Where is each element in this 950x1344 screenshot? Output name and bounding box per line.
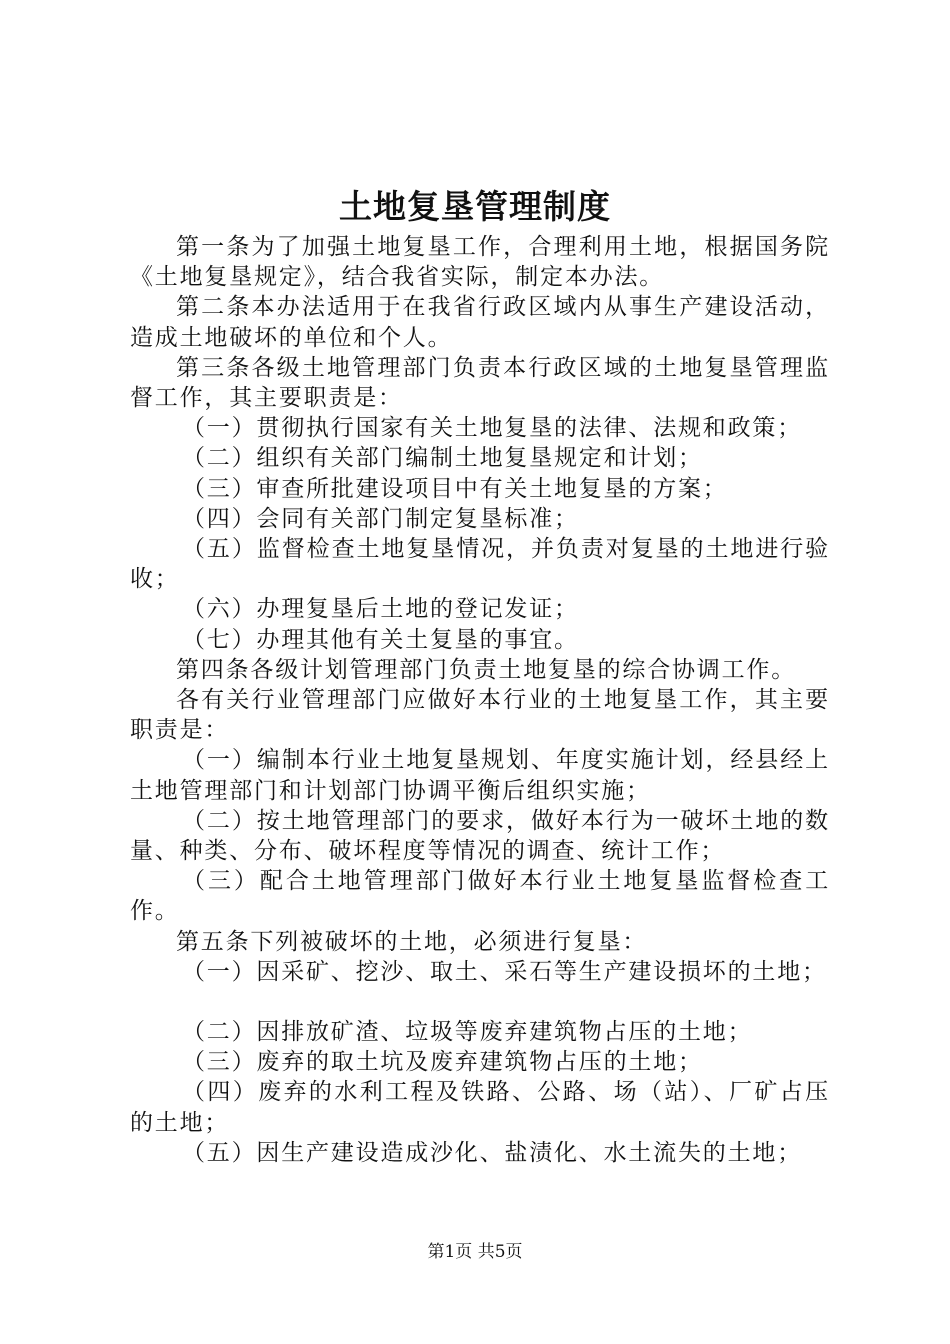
- article-5: 第五条下列被破坏的土地，必须进行复垦：: [176, 928, 648, 955]
- article-5-item-5: （五）因生产建设造成沙化、盐渍化、水土流失的土地；: [182, 1139, 802, 1166]
- page-footer: 第1页 共5页: [427, 1242, 523, 1262]
- article-5-item-4: （四）废弃的水利工程及铁路、公路、场（站）、厂矿占压的土地；: [130, 1079, 830, 1136]
- article-1: 第一条为了加强土地复垦工作，合理利用土地，根据国务院《土地复垦规定》，结合我省实际，制定本办法。: [130, 234, 830, 291]
- article-3-item-6: （六）办理复垦后土地的登记发证；: [182, 596, 579, 623]
- article-4-item-3: （三）配合土地管理部门做好本行业土地复垦监督检查工作。: [130, 868, 830, 925]
- article-3-item-4: （四）会同有关部门制定复垦标准；: [182, 505, 579, 532]
- article-3-item-1: （一）贯彻执行国家有关土地复垦的法律、法规和政策；: [182, 415, 802, 442]
- article-4-item-2: （二）按土地管理部门的要求，做好本行为一破坏土地的数量、种类、分布、破坏程度等情况的调查、统计工作；: [130, 807, 830, 865]
- article-3-item-7: （七）办理其他有关土复垦的事宜。: [182, 626, 579, 653]
- article-4-item-1: （一）编制本行业土地复垦规划、年度实施计划，经县经上土地管理部门和计划部门协调平衡后组织实施；: [130, 747, 830, 804]
- article-3-item-5: （五）监督检查土地复垦情况，并负责对复垦的土地进行验收；: [130, 536, 830, 593]
- article-3-item-2: （二）组织有关部门编制土地复垦规定和计划；: [182, 445, 703, 472]
- document-body: [130, 232, 830, 1168]
- article-3-item-3: （三）审查所批建设项目中有关土地复垦的方案；: [182, 475, 728, 502]
- article-4: 第四条各级计划管理部门负责土地复垦的综合协调工作。: [176, 656, 796, 683]
- article-5-item-1: （一）因采矿、挖沙、取土、采石等生产建设损坏的土地；: [182, 958, 827, 985]
- article-5-item-2: （二）因排放矿渣、垃圾等废弃建筑物占压的土地；: [182, 1019, 753, 1046]
- document-title: 土地复垦管理制度: [339, 187, 611, 226]
- article-5-item-3: （三）废弃的取土坑及废弃建筑物占压的土地；: [182, 1049, 703, 1076]
- article-3: 第三条各级土地管理部门负责本行政区域的土地复垦管理监督工作，其主要职责是：: [130, 354, 830, 412]
- article-4-industry-duties: 各有关行业管理部门应做好本行业的土地复垦工作，其主要职责是：: [130, 687, 830, 744]
- article-2: 第二条本办法适用于在我省行政区域内从事生产建设活动，造成土地破坏的单位和个人。: [130, 294, 830, 351]
